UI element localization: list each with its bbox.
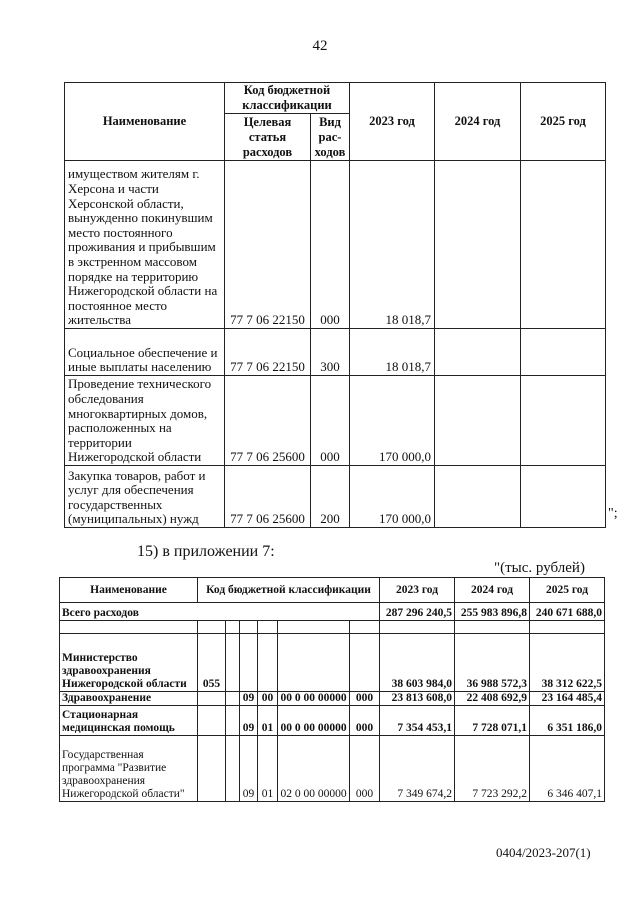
header-kbk: Код бюджетной классификации (225, 83, 350, 114)
row-name: имуществом жителям г. Херсона и части Херсонской области, вынужденно покинувшим место постоянного проживания и прибывшим в экстренном массовом порядке на территорию Нижегородской области на постоянное место жительства (65, 161, 225, 329)
row-2024 (435, 376, 521, 466)
header-2024: 2024 год (455, 578, 530, 603)
header-2023: 2023 год (350, 83, 435, 161)
header-name: Наименование (60, 578, 198, 603)
row-subsection: 01 (258, 736, 278, 802)
total-2025: 240 671 688,0 (530, 603, 605, 621)
row-2023: 38 603 984,0 (380, 634, 455, 692)
row-target-article: 02 0 00 00000 (278, 736, 350, 802)
page-number: 42 (312, 38, 328, 54)
row-section: 09 (240, 692, 258, 706)
row-2025 (521, 466, 606, 528)
units-note: "(тыс. рублей) (494, 560, 585, 576)
row-subsection: 01 (258, 706, 278, 736)
row-2024 (435, 466, 521, 528)
table-row (60, 634, 605, 692)
row-2023: 18 018,7 (350, 329, 435, 376)
row-2024 (435, 329, 521, 376)
row-2023: 23 813 608,0 (380, 692, 455, 706)
row-target-article: 77 7 06 25600 (225, 466, 311, 528)
table-row (60, 692, 605, 706)
row-target-article: 77 7 06 22150 (225, 329, 311, 376)
section-intro: 15) в приложении 7: (137, 543, 275, 560)
document-id: 0404/2023-207(1) (496, 845, 591, 860)
row-name: Здравоохранение (60, 692, 198, 706)
total-2023: 287 296 240,5 (380, 603, 455, 621)
table-row (65, 376, 606, 466)
row-target-article: 77 7 06 22150 (225, 161, 311, 329)
row-subsection: 00 (258, 692, 278, 706)
row-2025: 6 351 186,0 (530, 706, 605, 736)
row-grbs: 055 (198, 634, 226, 692)
row-expense-type: 000 (311, 161, 350, 329)
row-2024: 22 408 692,9 (455, 692, 530, 706)
row-2023: 7 349 674,2 (380, 736, 455, 802)
row-2025: 23 164 485,4 (530, 692, 605, 706)
spacer-row (60, 621, 605, 634)
row-name: Стационарная медицинская помощь (60, 706, 198, 736)
header-kbk: Код бюджетной классификации (198, 578, 380, 603)
row-section (240, 634, 258, 692)
total-2024: 255 983 896,8 (455, 603, 530, 621)
header-2024: 2024 год (435, 83, 521, 161)
row-expense-type: 000 (350, 692, 380, 706)
table-row (65, 329, 606, 376)
header-2023: 2023 год (380, 578, 455, 603)
row-2025 (521, 329, 606, 376)
row-expense-type: 300 (311, 329, 350, 376)
row-2025: 6 346 407,1 (530, 736, 605, 802)
row-2024: 36 988 572,3 (455, 634, 530, 692)
row-expense-type: 000 (350, 736, 380, 802)
budget-table-appendix (64, 82, 606, 528)
row-2024: 7 723 292,2 (455, 736, 530, 802)
row-2023: 170 000,0 (350, 466, 435, 528)
row-grbs (198, 736, 226, 802)
row-target-article (278, 634, 350, 692)
row-2023: 170 000,0 (350, 376, 435, 466)
row-2024 (435, 161, 521, 329)
row-expense-type: 000 (311, 376, 350, 466)
table-row (65, 466, 606, 528)
row-target-article: 00 0 00 00000 (278, 692, 350, 706)
row-name: Закупка товаров, работ и услуг для обеспечения государственных (муниципальных) нужд (65, 466, 225, 528)
row-name: Проведение технического обследования многоквартирных домов, расположенных на территории Нижегородской области (65, 376, 225, 466)
row-2024: 7 728 071,1 (455, 706, 530, 736)
row-grbs (198, 692, 226, 706)
header-2025: 2025 год (521, 83, 606, 161)
budget-table-appendix-7 (59, 577, 605, 802)
row-grbs (198, 706, 226, 736)
total-row (60, 603, 605, 621)
row-name: Социальное обеспечение и иные выплаты населению (65, 329, 225, 376)
row-2025 (521, 161, 606, 329)
header-2025: 2025 год (530, 578, 605, 603)
row-expense-type: 000 (350, 706, 380, 736)
row-2025 (521, 376, 606, 466)
header-target-article: Целевая статья расходов (225, 114, 311, 161)
closing-quote-mark: "; (608, 506, 618, 521)
row-name: Государственная программа "Развитие здравоохранения Нижегородской области" (60, 736, 198, 802)
row-target-article: 00 0 00 00000 (278, 706, 350, 736)
row-section: 09 (240, 706, 258, 736)
row-expense-type: 200 (311, 466, 350, 528)
table-row (60, 706, 605, 736)
table-row (60, 736, 605, 802)
row-section: 09 (240, 736, 258, 802)
table-row (65, 161, 606, 329)
row-2023: 7 354 453,1 (380, 706, 455, 736)
header-name: Наименование (65, 83, 225, 161)
row-subsection (258, 634, 278, 692)
row-target-article: 77 7 06 25600 (225, 376, 311, 466)
row-name: Министерство здравоохранения Нижегородской области (60, 634, 198, 692)
header-expense-type: Вид рас-ходов (311, 114, 350, 161)
row-expense-type (350, 634, 380, 692)
row-2023: 18 018,7 (350, 161, 435, 329)
row-2025: 38 312 622,5 (530, 634, 605, 692)
total-label: Всего расходов (60, 603, 380, 621)
